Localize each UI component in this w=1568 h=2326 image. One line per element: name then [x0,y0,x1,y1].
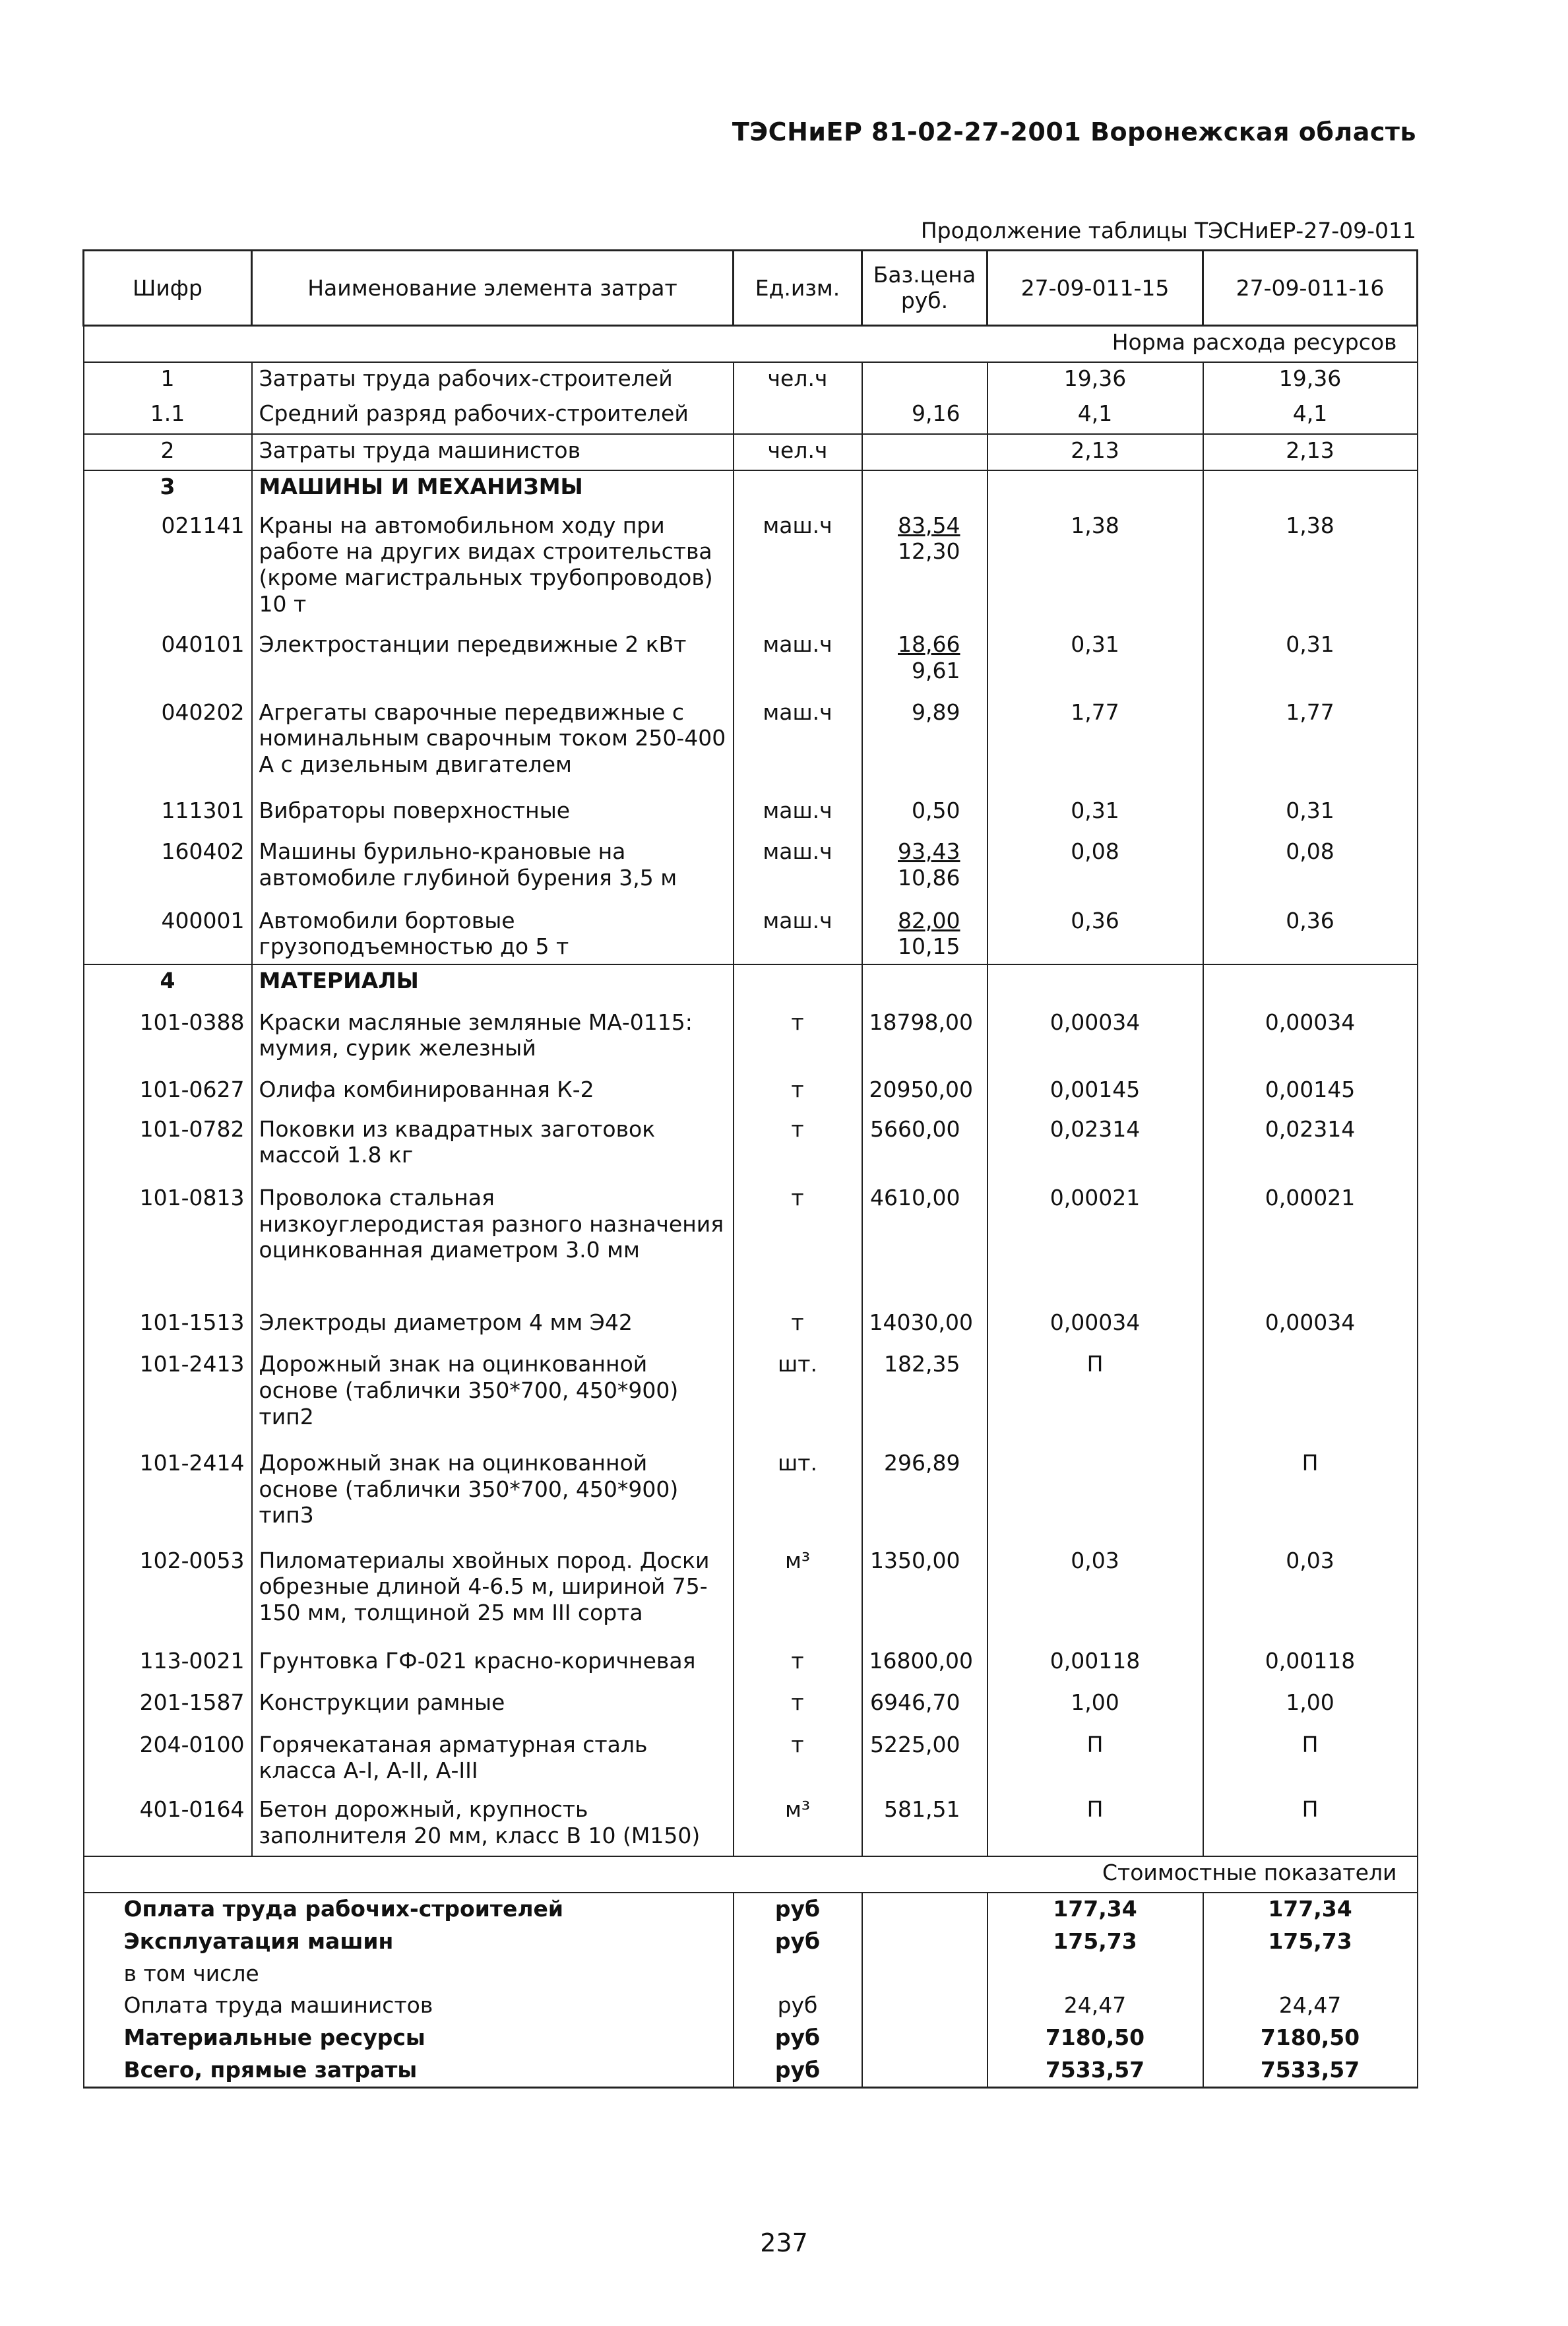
material-row [84,1182,1418,1307]
column-header-price: Баз.цена руб. [862,251,988,326]
column-header-unit: Ед.изм. [734,251,862,326]
base-price-total: 5660,00 [870,1116,960,1142]
row-value-16: 0,36 [1203,905,1418,964]
row-value-15: 0,03 [988,1545,1203,1645]
resource-row [84,398,1418,434]
material-row [84,1447,1418,1545]
material-row [84,1687,1418,1729]
base-price-total: 83,54 [898,512,960,538]
row-code: 113-0021 [84,1645,252,1687]
row-unit [734,470,862,509]
summary-price-empty [862,1926,988,1958]
row-name: Вибраторы поверхностные [252,795,734,836]
row-base-price [862,795,988,836]
row-value-16: 0,31 [1203,629,1418,697]
summary-value-16: 175,73 [1203,1926,1418,1958]
summary-value-16: 24,47 [1203,1990,1418,2022]
summary-price-empty [862,1990,988,2022]
row-code: 101-0627 [84,1074,252,1113]
row-name: МАШИНЫ И МЕХАНИЗМЫ [252,470,734,509]
row-name: Горячекатаная арматурная сталь класса А-I, А-II, А-III [252,1729,734,1794]
row-value-16: П [1203,1729,1418,1794]
base-price-total: 16800,00 [869,1647,973,1674]
row-code: 102-0053 [84,1545,252,1645]
summary-label: Оплата труда машинистов [84,1990,734,2022]
row-value-16: 0,31 [1203,795,1418,836]
summary-unit: руб [734,2022,862,2054]
row-base-price [862,964,988,1007]
row-value-16: 0,00034 [1203,1007,1418,1075]
row-code: 101-2413 [84,1348,252,1447]
cost-label: Стоимостные показатели [84,1856,1418,1893]
document-title: ТЭСНиЕР 81-02-27-2001 Воронежская область [732,117,1416,146]
row-base-price [862,1447,988,1545]
row-base-price [862,697,988,796]
row-value-16: 1,77 [1203,697,1418,796]
summary-value-16 [1203,1958,1418,1990]
row-name: Электростанции передвижные 2 кВт [252,629,734,697]
row-value-16: 0,08 [1203,836,1418,905]
base-price-total: 9,16 [912,400,960,426]
row-unit: маш.ч [734,905,862,964]
row-name: Затраты труда рабочих-строителей [252,362,734,397]
resource-row [84,434,1418,470]
machine-row [84,697,1418,796]
row-value-15: 0,00034 [988,1307,1203,1349]
row-unit: м³ [734,1545,862,1645]
row-value-16: 0,02314 [1203,1114,1418,1183]
summary-label: Материальные ресурсы [84,2022,734,2054]
row-value-15: 1,00 [988,1687,1203,1729]
row-code: 101-1513 [84,1307,252,1349]
row-value-16: 0,00034 [1203,1307,1418,1349]
row-value-16: 4,1 [1203,398,1418,434]
row-value-15: 0,36 [988,905,1203,964]
base-price-wage: 10,86 [898,864,960,891]
row-name: Краски масляные земляные МА-0115: мумия, сурик железный [252,1007,734,1075]
row-base-price [862,1114,988,1183]
row-base-price [862,398,988,434]
summary-price-empty [862,2054,988,2088]
row-unit: т [734,1114,862,1183]
row-name: Грунтовка ГФ-021 красно-коричневая [252,1645,734,1687]
row-base-price [862,1182,988,1307]
row-value-15: П [988,1729,1203,1794]
column-header-name: Наименование элемента затрат [252,251,734,326]
page-number: 237 [760,2228,808,2257]
row-name: Агрегаты сварочные передвижные с номинальным сварочным током 250-400 А с дизельным двигателем [252,697,734,796]
row-name: Поковки из квадратных заготовок массой 1.8 кг [252,1114,734,1183]
summary-row [84,1893,1418,1926]
section-row-materials [84,964,1418,1007]
row-base-price [862,1687,988,1729]
summary-value-15: 175,73 [988,1926,1203,1958]
row-unit: т [734,1729,862,1794]
row-unit: маш.ч [734,510,862,629]
base-price-total: 0,50 [912,798,960,824]
row-value-15: П [988,1794,1203,1856]
base-price-total: 581,51 [884,1796,960,1823]
table-continuation-caption: Продолжение таблицы ТЭСНиЕР-27-09-011 [920,218,1416,243]
base-price-total: 6946,70 [870,1689,960,1716]
row-value-15: П [988,1348,1203,1447]
row-base-price [862,1545,988,1645]
row-name: Краны на автомобильном ходу при работе на других видах строительства (кроме магистральных трубопроводов) 10 т [252,510,734,629]
column-header-27-09-011-15: 27-09-011-15 [988,251,1203,326]
row-value-15: 1,38 [988,510,1203,629]
row-base-price [862,434,988,470]
row-value-15: 0,00021 [988,1182,1203,1307]
row-code: 040101 [84,629,252,697]
row-value-15 [988,964,1203,1007]
row-code: 4 [84,964,252,1007]
row-base-price [862,905,988,964]
row-value-16: 2,13 [1203,434,1418,470]
material-row [84,1074,1418,1113]
summary-price-empty [862,1958,988,1990]
row-value-15: 0,00145 [988,1074,1203,1113]
resource-norms-table [82,249,1418,2089]
summary-row [84,1990,1418,2022]
summary-value-15: 24,47 [988,1990,1203,2022]
base-price-total: 18,66 [898,631,960,658]
row-unit: чел.ч [734,362,862,397]
row-code: 2 [84,434,252,470]
row-unit: т [734,1007,862,1075]
row-value-16 [1203,964,1418,1007]
row-base-price [862,1348,988,1447]
row-code: 101-0782 [84,1114,252,1183]
row-base-price [862,1074,988,1113]
row-code: 1.1 [84,398,252,434]
material-row [84,1307,1418,1349]
cost-label-row [84,1856,1418,1893]
row-value-16: 1,00 [1203,1687,1418,1729]
machine-row [84,836,1418,905]
machine-row [84,510,1418,629]
resource-row [84,362,1418,397]
summary-value-16: 7180,50 [1203,2022,1418,2054]
summary-unit: руб [734,2054,862,2088]
base-price-total: 14030,00 [869,1309,973,1335]
material-row [84,1114,1418,1183]
row-value-15 [988,470,1203,509]
row-code: 3 [84,470,252,509]
row-value-16: 1,38 [1203,510,1418,629]
summary-unit: руб [734,1926,862,1958]
row-value-15: 0,08 [988,836,1203,905]
summary-value-15: 7180,50 [988,2022,1203,2054]
base-price-total: 5225,00 [870,1731,960,1757]
material-row [84,1645,1418,1687]
summary-price-empty [862,1893,988,1926]
norm-label: Норма расхода ресурсов [84,325,1418,362]
summary-value-15: 7533,57 [988,2054,1203,2088]
row-code: 204-0100 [84,1729,252,1794]
material-row [84,1348,1418,1447]
row-base-price [862,470,988,509]
row-code: 101-0813 [84,1182,252,1307]
row-base-price [862,362,988,397]
row-value-16: П [1203,1447,1418,1545]
row-name: Проволока стальная низкоуглеродистая разного назначения оцинкованная диаметром 3.0 мм [252,1182,734,1307]
material-row [84,1007,1418,1075]
row-name: Конструкции рамные [252,1687,734,1729]
material-row [84,1794,1418,1856]
base-price-wage: 9,61 [912,657,960,683]
row-name: Дорожный знак на оцинкованной основе (таблички 350*700, 450*900) тип3 [252,1447,734,1545]
row-name: Средний разряд рабочих-строителей [252,398,734,434]
row-unit: чел.ч [734,434,862,470]
row-name: Машины бурильно-крановые на автомобиле глубиной бурения 3,5 м [252,836,734,905]
row-code: 401-0164 [84,1794,252,1856]
row-unit: маш.ч [734,629,862,697]
row-name: Пиломатериалы хвойных пород. Доски обрезные длиной 4-6.5 м, шириной 75-150 мм, толщиной 25 мм III сорта [252,1545,734,1645]
base-price-total: 9,89 [912,699,960,725]
row-base-price [862,836,988,905]
summary-value-16: 177,34 [1203,1893,1418,1926]
base-price-total: 82,00 [898,907,960,933]
row-code: 040202 [84,697,252,796]
row-base-price [862,1794,988,1856]
row-name: Дорожный знак на оцинкованной основе (таблички 350*700, 450*900) тип2 [252,1348,734,1447]
row-code: 201-1587 [84,1687,252,1729]
machine-row [84,795,1418,836]
row-value-15: 0,31 [988,795,1203,836]
row-code: 1 [84,362,252,397]
row-unit: т [734,1687,862,1729]
row-value-16: 0,00145 [1203,1074,1418,1113]
row-value-16: П [1203,1794,1418,1856]
row-name: Электроды диаметром 4 мм Э42 [252,1307,734,1349]
base-price-total: 296,89 [884,1450,960,1476]
summary-row [84,1926,1418,1958]
row-unit: маш.ч [734,836,862,905]
base-price-total: 20950,00 [869,1077,973,1103]
summary-unit: руб [734,1990,862,2022]
summary-row [84,1958,1418,1990]
row-value-15: 2,13 [988,434,1203,470]
material-row [84,1545,1418,1645]
row-value-15 [988,1447,1203,1545]
summary-row [84,2022,1418,2054]
row-unit [734,398,862,434]
row-code: 160402 [84,836,252,905]
row-base-price [862,629,988,697]
row-value-15: 19,36 [988,362,1203,397]
row-unit: т [734,1645,862,1687]
row-value-16: 0,00118 [1203,1645,1418,1687]
row-unit [734,964,862,1007]
summary-price-empty [862,2022,988,2054]
summary-value-15 [988,1958,1203,1990]
summary-row [84,2054,1418,2088]
row-value-16: 19,36 [1203,362,1418,397]
row-base-price [862,1729,988,1794]
row-code: 400001 [84,905,252,964]
row-unit: т [734,1074,862,1113]
base-price-wage: 10,15 [898,933,960,960]
machine-row [84,905,1418,964]
summary-label: Эксплуатация машин [84,1926,734,1958]
row-name: Олифа комбинированная К-2 [252,1074,734,1113]
row-base-price [862,1645,988,1687]
row-base-price [862,1307,988,1349]
base-price-total: 93,43 [898,838,960,864]
row-name: Автомобили бортовые грузоподъемностью до 5 т [252,905,734,964]
machine-row [84,629,1418,697]
column-header-code: Шифр [84,251,252,326]
row-unit: т [734,1307,862,1349]
material-row [84,1729,1418,1794]
row-unit: м³ [734,1794,862,1856]
row-value-15: 0,00118 [988,1645,1203,1687]
base-price-total: 18798,00 [869,1009,973,1035]
row-value-16: 0,00021 [1203,1182,1418,1307]
row-unit: маш.ч [734,697,862,796]
summary-unit [734,1958,862,1990]
row-code: 021141 [84,510,252,629]
row-value-15: 4,1 [988,398,1203,434]
table-header-row [84,251,1418,326]
row-value-15: 0,31 [988,629,1203,697]
row-unit: т [734,1182,862,1307]
row-unit: шт. [734,1348,862,1447]
summary-label: в том числе [84,1958,734,1990]
summary-label: Всего, прямые затраты [84,2054,734,2088]
row-name: МАТЕРИАЛЫ [252,964,734,1007]
base-price-wage: 12,30 [898,538,960,565]
column-header-27-09-011-16: 27-09-011-16 [1203,251,1418,326]
row-value-16 [1203,1348,1418,1447]
row-value-15: 0,02314 [988,1114,1203,1183]
row-base-price [862,510,988,629]
row-code: 101-2414 [84,1447,252,1545]
summary-value-16: 7533,57 [1203,2054,1418,2088]
norm-label-row [84,325,1418,362]
summary-unit: руб [734,1893,862,1926]
summary-label: Оплата труда рабочих-строителей [84,1893,734,1926]
row-base-price [862,1007,988,1075]
section-row-machines [84,470,1418,509]
row-code: 101-0388 [84,1007,252,1075]
base-price-total: 1350,00 [870,1547,960,1573]
row-value-16 [1203,470,1418,509]
base-price-total: 182,35 [884,1351,960,1377]
row-value-16: 0,03 [1203,1545,1418,1645]
row-value-15: 1,77 [988,697,1203,796]
base-price-total: 4610,00 [870,1185,960,1211]
row-name: Затраты труда машинистов [252,434,734,470]
row-name: Бетон дорожный, крупность заполнителя 20 мм, класс В 10 (М150) [252,1794,734,1856]
row-code: 111301 [84,795,252,836]
row-value-15: 0,00034 [988,1007,1203,1075]
summary-value-15: 177,34 [988,1893,1203,1926]
row-unit: маш.ч [734,795,862,836]
row-unit: шт. [734,1447,862,1545]
